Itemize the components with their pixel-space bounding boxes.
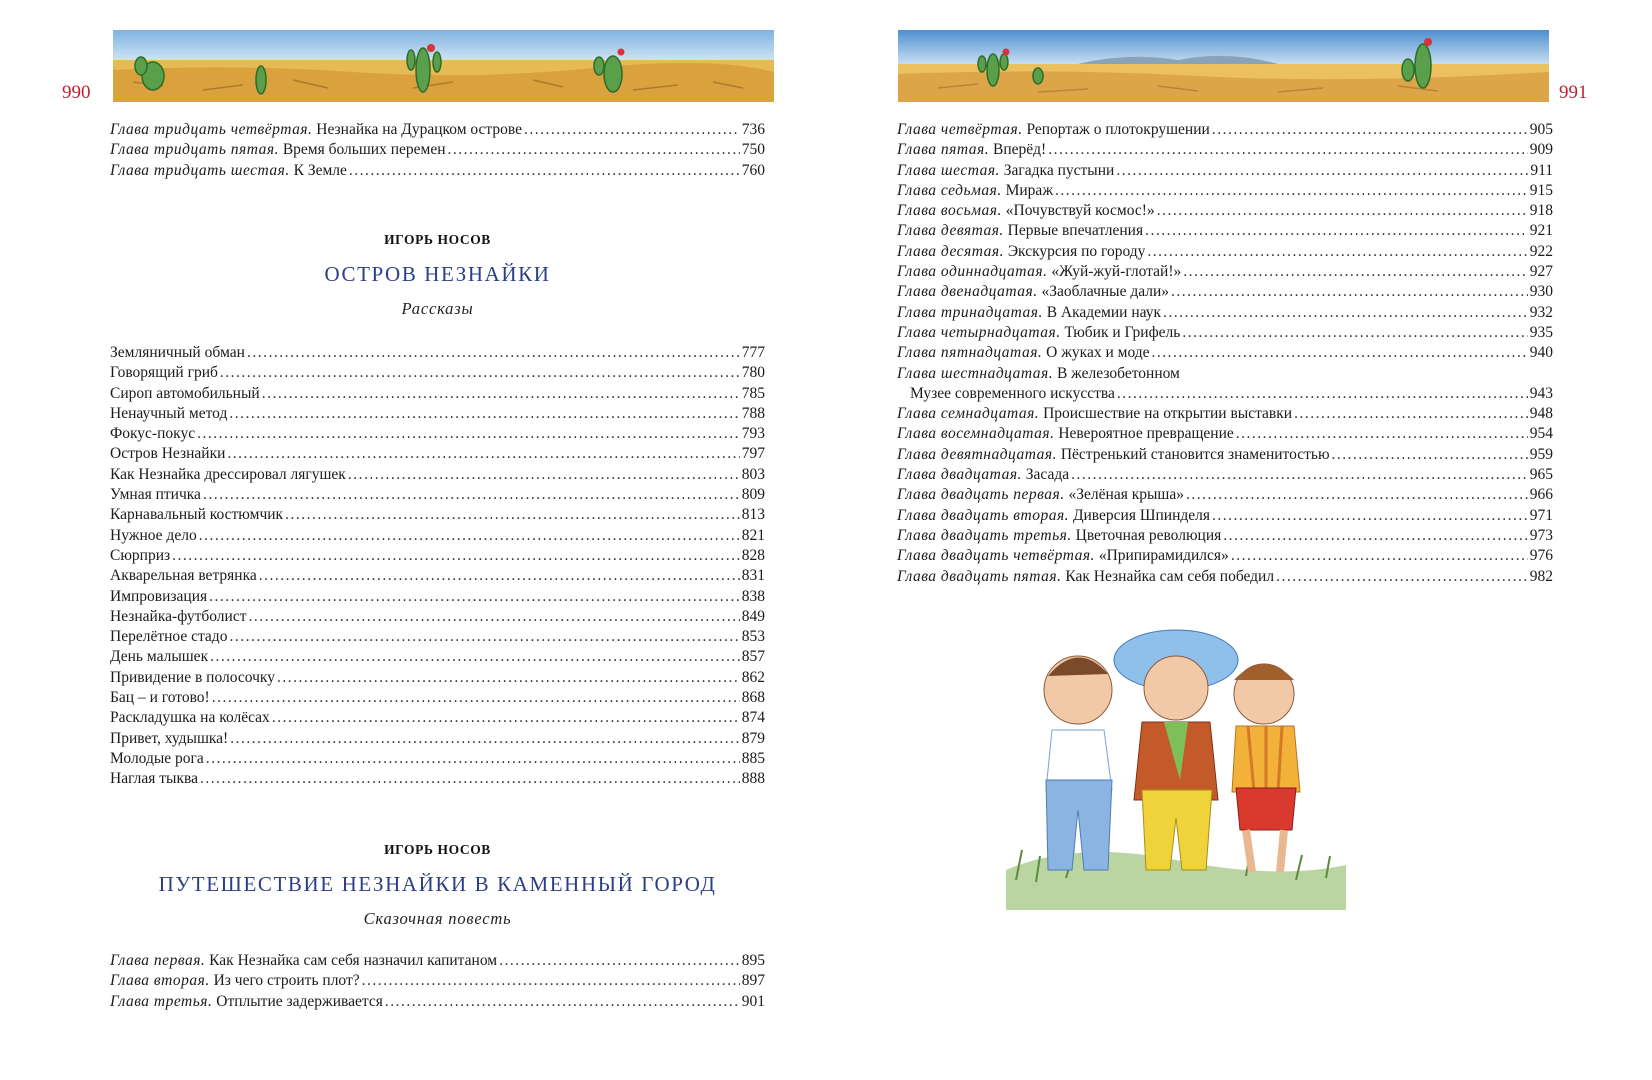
toc-entry[interactable]: Глава двадцать третья. Цветочная революция ..... 973 bbox=[897, 526, 1553, 546]
section-title: ПУТЕШЕСТВИЕ НЕЗНАЙКИ В КАМЕННЫЙ ГОРОД bbox=[158, 872, 717, 896]
page-ref: 838 bbox=[741, 587, 765, 605]
toc-entry[interactable]: Нужное дело ..... 821 bbox=[110, 526, 765, 546]
page-ref: 918 bbox=[1529, 202, 1553, 220]
toc-entry[interactable]: День малышек ..... 857 bbox=[110, 647, 765, 667]
section-author: ИГОРЬ НОСОВ bbox=[384, 232, 491, 247]
toc-entry[interactable]: Глава двадцать четвёртая. «Припирамидился» ..... 976 bbox=[897, 546, 1553, 566]
toc-entry[interactable]: Глава десятая. Экскурсия по городу ..... 922 bbox=[897, 242, 1553, 262]
toc-entry[interactable]: Фокус-покус ..... 793 bbox=[110, 424, 765, 444]
page-ref: 888 bbox=[741, 770, 765, 788]
page-ref: 879 bbox=[741, 729, 765, 747]
page-ref: 982 bbox=[1529, 567, 1553, 585]
toc-entry[interactable]: Глава восемнадцатая. Невероятное превращение ..... 954 bbox=[897, 424, 1553, 444]
toc-entry[interactable]: Глава первая. Как Незнайка сам себя назначил капитаном ..... 895 bbox=[110, 951, 765, 971]
page-ref: 862 bbox=[741, 668, 765, 686]
page-ref: 927 bbox=[1529, 263, 1553, 281]
page-number-right: 991 bbox=[1559, 82, 1588, 103]
toc-entry-line1[interactable]: Глава шестнадцатая. В железобетонном bbox=[897, 364, 1180, 382]
page-number-left: 990 bbox=[62, 82, 91, 103]
page-ref: 785 bbox=[741, 384, 765, 402]
page-ref: 853 bbox=[741, 628, 765, 646]
section-title: ОСТРОВ НЕЗНАЙКИ bbox=[324, 262, 551, 286]
page-ref: 976 bbox=[1529, 547, 1553, 565]
toc-entry[interactable]: Наглая тыква ..... 888 bbox=[110, 769, 765, 789]
page-ref: 897 bbox=[741, 972, 765, 990]
page-ref: 813 bbox=[741, 506, 765, 524]
toc-entry[interactable]: Сироп автомобильный ..... 785 bbox=[110, 384, 765, 404]
three-boys-illustration bbox=[996, 610, 1356, 910]
toc-entry[interactable]: Земляничный обман ..... 777 bbox=[110, 343, 765, 363]
page-ref: 821 bbox=[741, 526, 765, 544]
page-ref: 971 bbox=[1529, 506, 1553, 524]
toc-entry[interactable]: Незнайка-футболист ..... 849 bbox=[110, 607, 765, 627]
page-ref: 973 bbox=[1529, 526, 1553, 544]
page-ref: 905 bbox=[1529, 121, 1553, 138]
toc-previous-book-end bbox=[110, 120, 765, 181]
toc-entry[interactable]: Глава четвёртая. Репортаж о плотокрушении ..... 905 bbox=[897, 120, 1553, 140]
toc-entry[interactable]: Глава тридцать четвёртая. Незнайка на Дурацком острове ..... 736 bbox=[110, 120, 765, 140]
toc-entry[interactable]: Глава двадцать пятая. Как Незнайка сам себя победил ..... 982 bbox=[897, 567, 1553, 587]
toc-entry[interactable]: Глава шестая. Загадка пустыни ..... 911 bbox=[897, 161, 1553, 181]
toc-entry[interactable]: Глава девятнадцатая. Пёстренький становится знаменитостью ..... 959 bbox=[897, 445, 1553, 465]
page-ref: 828 bbox=[741, 546, 765, 564]
toc-entry[interactable]: Глава двадцать первая. «Зелёная крыша» ..... 966 bbox=[897, 485, 1553, 505]
toc-entry[interactable]: Глава одиннадцатая. «Жуй-жуй-глотай!» ..... 927 bbox=[897, 262, 1553, 282]
section-genre: Сказочная повесть bbox=[363, 909, 512, 928]
page-ref: 940 bbox=[1529, 344, 1553, 362]
page-ref: 932 bbox=[1529, 303, 1553, 321]
section-puteshestvie bbox=[110, 842, 765, 929]
toc-entry[interactable]: Импровизация ..... 838 bbox=[110, 587, 765, 607]
toc-entry[interactable]: Бац – и готово! ..... 868 bbox=[110, 688, 765, 708]
toc-entry[interactable]: Глава двенадцатая. «Заоблачные дали» ..... 930 bbox=[897, 282, 1553, 302]
toc-entry[interactable]: Глава двадцать вторая. Диверсия Шпинделя ..... 971 bbox=[897, 506, 1553, 526]
page-ref: 959 bbox=[1529, 445, 1553, 463]
page-ref: 930 bbox=[1529, 283, 1553, 301]
toc-entry[interactable]: Глава третья. Отплытие задерживается ..... 901 bbox=[110, 992, 765, 1012]
toc-entry[interactable]: Глава пятая. Вперёд! ..... 909 bbox=[897, 140, 1553, 160]
desert-cactus-banner-left bbox=[113, 30, 774, 102]
page-ref: 965 bbox=[1529, 466, 1553, 484]
toc-entry[interactable]: Привет, худышка! ..... 879 bbox=[110, 729, 765, 749]
toc-entry[interactable]: Глава тридцать шестая. К Земле ..... 760 bbox=[110, 161, 765, 181]
toc-entry[interactable]: Глава двадцатая. Засада ..... 965 bbox=[897, 465, 1553, 485]
toc-entry[interactable]: Глава восьмая. «Почувствуй космос!» ..... 918 bbox=[897, 201, 1553, 221]
page-ref: 777 bbox=[741, 344, 765, 361]
page-ref: 809 bbox=[741, 486, 765, 504]
page-ref: 915 bbox=[1529, 181, 1553, 199]
page-ref: 921 bbox=[1529, 222, 1553, 240]
toc-entry[interactable]: Глава тридцать пятая. Время больших перемен ..... 750 bbox=[110, 140, 765, 160]
toc-entry[interactable]: Перелётное стадо ..... 853 bbox=[110, 627, 765, 647]
toc-entry[interactable]: Умная птичка ..... 809 bbox=[110, 485, 765, 505]
page-ref: 885 bbox=[741, 749, 765, 767]
right-page bbox=[826, 0, 1652, 1080]
page-ref: 901 bbox=[741, 992, 765, 1010]
section-genre: Рассказы bbox=[401, 299, 474, 318]
page-ref: 760 bbox=[741, 161, 765, 179]
page-ref: 948 bbox=[1529, 405, 1553, 423]
toc-entry[interactable]: Карнавальный костюмчик ..... 813 bbox=[110, 505, 765, 525]
toc-entry[interactable]: Остров Незнайки ..... 797 bbox=[110, 444, 765, 464]
page-ref: 736 bbox=[741, 121, 765, 138]
toc-entry[interactable]: Привидение в полосочку ..... 862 bbox=[110, 668, 765, 688]
page-ref: 943 bbox=[1529, 384, 1553, 402]
page-ref: 857 bbox=[741, 648, 765, 666]
page-ref: 911 bbox=[1530, 161, 1553, 179]
page-ref: 874 bbox=[741, 709, 765, 727]
toc-entry[interactable]: Как Незнайка дрессировал лягушек ..... 803 bbox=[110, 465, 765, 485]
toc-entry[interactable]: Глава семнадцатая. Происшествие на открытии выставки ..... 948 bbox=[897, 404, 1553, 424]
toc-entry[interactable]: Глава пятнадцатая. О жуках и моде ..... 940 bbox=[897, 343, 1553, 363]
page-ref: 966 bbox=[1529, 486, 1553, 504]
toc-chapters-list-start bbox=[110, 951, 765, 1012]
toc-entry[interactable]: Глава тринадцатая. В Академии наук ..... 932 bbox=[897, 303, 1553, 323]
page-ref: 803 bbox=[741, 465, 765, 483]
page-ref: 797 bbox=[741, 445, 765, 463]
toc-entry[interactable]: Глава девятая. Первые впечатления ..... 921 bbox=[897, 221, 1553, 241]
toc-entry[interactable]: Музее современного искусства ..... 943 bbox=[897, 384, 1553, 404]
toc-entry[interactable]: Говорящий гриб ..... 780 bbox=[110, 363, 765, 383]
section-ostrov-neznaiki bbox=[110, 232, 765, 319]
page-ref: 954 bbox=[1529, 425, 1553, 443]
page-ref: 909 bbox=[1529, 141, 1553, 159]
page-ref: 780 bbox=[741, 364, 765, 382]
toc-entry[interactable]: Глава четырнадцатая. Тюбик и Грифель ..... 935 bbox=[897, 323, 1553, 343]
toc-entry[interactable]: Акварельная ветрянка ..... 831 bbox=[110, 566, 765, 586]
section-author: ИГОРЬ НОСОВ bbox=[384, 842, 491, 857]
page-ref: 750 bbox=[741, 141, 765, 159]
page-ref: 788 bbox=[741, 404, 765, 422]
toc-entry[interactable]: Глава седьмая. Мираж ..... 915 bbox=[897, 181, 1553, 201]
toc-entry[interactable]: Сюрприз ..... 828 bbox=[110, 546, 765, 566]
toc-entry[interactable]: Ненаучный метод ..... 788 bbox=[110, 404, 765, 424]
toc-entry[interactable]: Раскладушка на колёсах ..... 874 bbox=[110, 708, 765, 728]
page-ref: 895 bbox=[741, 952, 765, 969]
page-ref: 935 bbox=[1529, 323, 1553, 341]
desert-cactus-banner-right bbox=[898, 30, 1549, 102]
page-ref: 868 bbox=[741, 689, 765, 707]
toc-chapters-list-continued bbox=[897, 120, 1553, 587]
page-ref: 831 bbox=[741, 567, 765, 585]
toc-entry[interactable]: Глава вторая. Из чего строить плот? ..... 897 bbox=[110, 971, 765, 991]
toc-entry[interactable]: Молодые рога ..... 885 bbox=[110, 749, 765, 769]
page-ref: 793 bbox=[741, 425, 765, 443]
page-ref: 849 bbox=[741, 607, 765, 625]
page-ref: 922 bbox=[1529, 242, 1553, 260]
toc-stories-list bbox=[110, 343, 765, 790]
